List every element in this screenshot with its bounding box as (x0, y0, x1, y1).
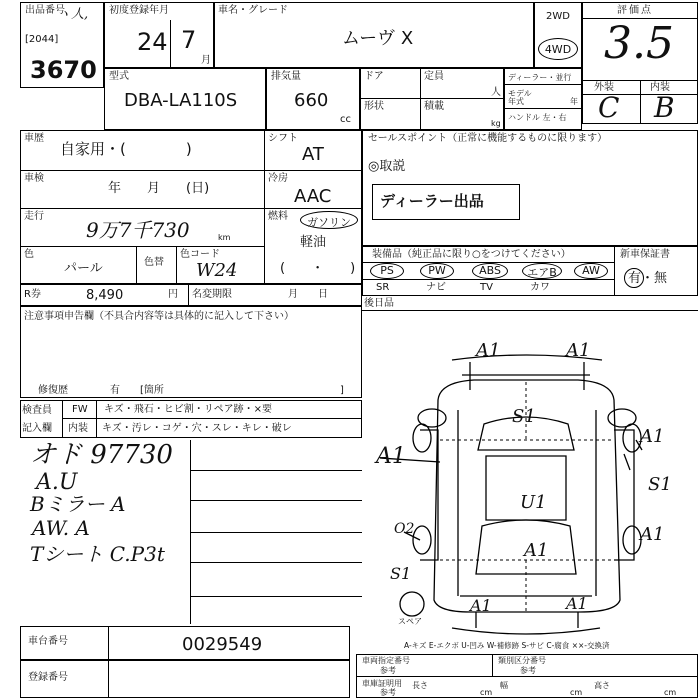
mark-7: A1 (640, 524, 665, 545)
entry-label: 記入欄 (22, 423, 52, 434)
repair-close: ] (340, 385, 344, 396)
color-change-label: 色替 (144, 257, 164, 268)
first-reg-month: 7 (181, 26, 197, 54)
car-name: ムーヴ X (342, 28, 414, 49)
recycle-label: R券 (24, 289, 41, 300)
mark-9: O2 (394, 521, 415, 537)
equip-aw: AW (574, 263, 608, 279)
mark-5: A1 (640, 426, 665, 447)
equip-navi: ナビ (426, 282, 446, 293)
score-label: 評価点 (617, 5, 653, 16)
color-value: パール (64, 261, 103, 276)
warranty-value: 有・無 (628, 271, 668, 286)
int-grade: B (654, 91, 675, 124)
spec-ref: 参考 (380, 666, 396, 675)
car-name-label: 車名・グレード (218, 5, 288, 16)
interior-row: キズ・汚レ・コゲ・穴・スレ・キレ・破レ (102, 423, 292, 434)
color-label: 色 (24, 249, 34, 260)
mark-11: S1 (390, 564, 412, 583)
mark-13: A1 (566, 594, 588, 613)
equip-pw: PW (420, 263, 454, 279)
shift-value: AT (302, 144, 324, 165)
fuel-diesel: 軽油 (300, 235, 327, 250)
sales-manual: ◎取説 (368, 159, 406, 174)
capacity-unit: 人 (491, 87, 501, 98)
recycle-unit: 円 (168, 289, 178, 300)
equip-abs: ABS (472, 263, 508, 279)
fw-prefix: FW (72, 404, 88, 415)
lot-handwritten-mark: ヽ人, (58, 7, 89, 22)
equip-ps: PS (370, 263, 404, 279)
repair-label: 修復歴 (38, 385, 68, 396)
reg-number-label: 登録番号 (28, 672, 68, 683)
equip-tv: TV (480, 282, 493, 293)
equip-airbag: エアB (522, 263, 562, 279)
displacement-value: 660 (294, 90, 329, 111)
cert-label: 車庫証明用 (362, 679, 402, 688)
score-value: 3.5 (604, 18, 674, 69)
cert-ref: 参考 (380, 688, 396, 697)
fuel-gasoline: ガソリン (307, 216, 351, 229)
mark-3: S1 (512, 406, 536, 427)
load-unit: kg (491, 119, 501, 128)
hand-line3: Bミラー A (30, 492, 126, 516)
hand-odo: オド 97730 (30, 440, 173, 470)
height-unit: cm (664, 688, 677, 697)
first-reg-label: 初度登録年月 (109, 5, 169, 16)
repair-value: 有 [箇所 (110, 385, 164, 396)
recycle-value: 8,490 (86, 288, 124, 303)
mileage-label: 走行 (24, 211, 44, 222)
diagram-legend: A-キズ E-エクボ U-凹み W-補修跡 S-サビ C-腐食 ××-交換済 (404, 641, 610, 650)
history-label: 車歴 (24, 133, 44, 144)
equip-leather: カワ (530, 282, 550, 293)
chassis-number: 0029549 (182, 634, 263, 655)
fuel-label: 燃料 (268, 211, 288, 222)
width-unit: cm (570, 688, 583, 697)
mark-2: A1 (566, 340, 591, 361)
mark-4: A1 (376, 444, 406, 469)
hand-line5: Tシート C.P3t (30, 542, 165, 566)
ac-label: 冷房 (268, 173, 288, 184)
shape-label: 形状 (364, 101, 384, 112)
class-label: 類別区分番号 (498, 656, 546, 665)
first-reg-year: 24 (137, 28, 168, 56)
spare-label: スペア (398, 617, 422, 626)
warranty-label: 新車保証書 (620, 249, 670, 260)
model-label: 型式 (109, 71, 129, 82)
load-label: 積載 (424, 101, 444, 112)
equipment-title: 装備品（純正品に限り○をつけてください） (372, 249, 571, 260)
hand-line2: A.U (36, 470, 78, 495)
mark-1: A1 (476, 340, 501, 361)
drive-4wd: 4WD (544, 43, 572, 56)
mark-6: S1 (648, 474, 672, 495)
dealer-car-text: ディーラー出品 (380, 192, 484, 210)
mark-8: U1 (520, 492, 547, 513)
height-label: 高さ (594, 681, 610, 690)
class-ref: 参考 (520, 666, 536, 675)
first-reg-unit: 月 (201, 55, 211, 66)
displacement-unit: cc (340, 114, 351, 125)
drive-2wd: 2WD (546, 11, 570, 22)
interior-prefix: 内装 (68, 423, 88, 434)
mileage-unit: km (218, 233, 231, 242)
notes-title: 注意事項申告欄（不具合内容等は具体的に記入して下さい） (24, 311, 294, 322)
model-year-label: モデル年式 (508, 89, 532, 106)
shift-label: シフト (268, 133, 298, 144)
length-unit: cm (480, 688, 493, 697)
model-year-unit: 年 (570, 97, 578, 106)
reg-number-box (20, 660, 350, 698)
model-value: DBA-LA110S (124, 90, 238, 111)
length-label: 長さ (412, 681, 428, 690)
inspection-label: 車検 (24, 173, 44, 184)
reg-expiry-unit: 月 日 (288, 289, 328, 300)
color-code-value: W24 (196, 260, 238, 281)
mark-12: A1 (470, 596, 492, 615)
fuel-paren: ( ・ ) (280, 261, 356, 276)
color-code-label: 色コード (180, 249, 220, 260)
sales-title: セールスポイント（正常に機能するものに限ります） (368, 133, 608, 144)
equip-sr: SR (376, 282, 390, 293)
lot-code: [2044] (25, 34, 59, 45)
capacity-label: 定員 (424, 71, 444, 82)
handle-label: ハンドル 左・右 (508, 113, 567, 122)
ac-value: AAC (294, 186, 332, 207)
lot-number: 3670 (30, 56, 97, 84)
hand-line4: AW. A (32, 516, 90, 540)
int-label: 内装 (650, 82, 670, 93)
mileage-value: 9万7千730 (86, 218, 190, 242)
inspector-label: 検査員 (22, 405, 52, 416)
spec-label: 車両指定番号 (362, 656, 410, 665)
history-value: 自家用・( ) (60, 140, 192, 158)
after-label: 後日品 (364, 298, 394, 309)
ext-grade: C (598, 91, 620, 124)
displacement-label: 排気量 (271, 71, 301, 82)
ext-label: 外装 (594, 82, 614, 93)
width-label: 幅 (500, 681, 508, 690)
fw-row: キズ・飛石・ヒビ割・リペア跡・×要 (104, 404, 272, 415)
chassis-label: 車台番号 (28, 636, 68, 647)
inspection-value: 年 月 (日) (108, 181, 210, 196)
mark-10: A1 (524, 540, 549, 561)
lot-label: 出品番号 (25, 5, 65, 16)
reg-expiry-label: 名変期限 (192, 289, 232, 300)
door-label: ドア (364, 71, 384, 82)
dealer-label: ディーラー・並行 (508, 73, 572, 82)
